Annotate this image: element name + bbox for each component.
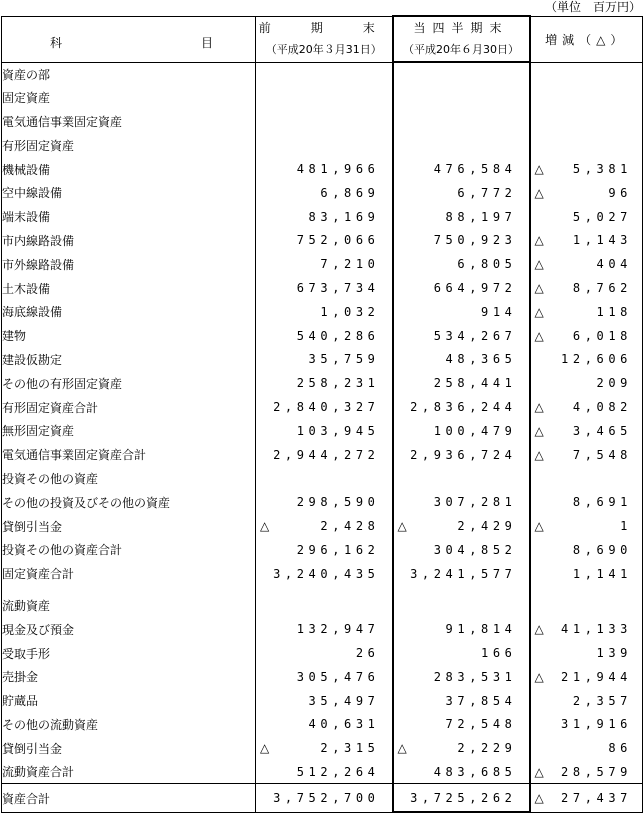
current-value-cell <box>393 760 530 784</box>
current-value: 283,531 <box>433 669 517 684</box>
table-row <box>2 641 643 665</box>
negative-mark: △ <box>534 622 544 637</box>
row-label: 固定資産 <box>2 86 256 110</box>
current-value: 91,814 <box>445 622 517 637</box>
current-value-cell <box>393 371 530 395</box>
current-value-cell <box>393 110 530 134</box>
table-row <box>2 617 643 641</box>
current-value-cell <box>393 229 530 253</box>
table-row <box>2 324 643 348</box>
table-row <box>2 395 643 419</box>
current-value: 6,805 <box>457 257 517 272</box>
prev-value: 40,631 <box>308 717 380 732</box>
row-label: その他の有形固定資産 <box>2 371 256 395</box>
difference-value-cell <box>530 490 643 514</box>
current-value-cell <box>393 419 530 443</box>
header-kamoku <box>2 16 256 62</box>
difference-value: 41,133 <box>561 622 632 637</box>
table-row <box>2 205 643 229</box>
difference-value-cell <box>530 300 643 324</box>
difference-value: 8,690 <box>572 542 632 557</box>
row-label: 資産の部 <box>2 62 256 86</box>
negative-mark: △ <box>534 328 544 343</box>
difference-value-cell <box>530 514 643 538</box>
prev-value-cell <box>256 348 393 372</box>
row-label: その他の投資及びその他の資産 <box>2 490 256 514</box>
negative-mark: △ <box>397 519 407 534</box>
current-value-cell <box>393 300 530 324</box>
difference-value-cell <box>530 181 643 205</box>
difference-value-cell <box>530 538 643 562</box>
difference-value-cell <box>530 110 643 134</box>
difference-value: 8,691 <box>572 495 632 510</box>
row-label: 固定資産合計 <box>2 562 256 586</box>
row-label: 流動資産合計 <box>2 760 256 784</box>
current-value-cell <box>393 348 530 372</box>
prev-value: 2,428 <box>320 519 380 534</box>
prev-value-cell <box>256 181 393 205</box>
table-header <box>2 16 643 62</box>
difference-value: 27,437 <box>561 791 632 806</box>
difference-value: 7,548 <box>572 447 632 462</box>
prev-value-cell <box>256 736 393 760</box>
difference-value-cell <box>530 784 643 813</box>
header-prev-title: 前 期 末 <box>258 21 389 35</box>
row-label: 投資その他の資産 <box>2 467 256 491</box>
difference-value: 3,465 <box>572 423 632 438</box>
current-value-cell <box>393 736 530 760</box>
table-row <box>2 300 643 324</box>
table-row <box>2 538 643 562</box>
prev-value-cell <box>256 562 393 586</box>
difference-value-cell <box>530 229 643 253</box>
difference-value-cell <box>530 133 643 157</box>
current-value-cell <box>393 689 530 713</box>
negative-mark: △ <box>534 185 544 200</box>
prev-value-cell <box>256 300 393 324</box>
difference-value: 31,916 <box>561 717 632 732</box>
current-value-cell <box>393 665 530 689</box>
header-current-quarter <box>393 16 530 62</box>
table-row <box>2 713 643 737</box>
table-row <box>2 348 643 372</box>
difference-value-cell <box>530 689 643 713</box>
difference-value: 5,381 <box>572 162 632 177</box>
difference-value-cell <box>530 736 643 760</box>
current-value: 483,685 <box>433 764 517 779</box>
header-cur-title: 当四半期末 <box>413 21 509 35</box>
difference-value-cell <box>530 419 643 443</box>
prev-value: 3,240,435 <box>273 566 380 581</box>
current-value: 6,772 <box>457 185 517 200</box>
current-value-cell <box>393 586 530 594</box>
prev-value: 540,286 <box>296 328 380 343</box>
header-kamoku-char2: 目 <box>200 35 213 50</box>
table-row <box>2 181 643 205</box>
header-cur-date: （平成20年６月30日） <box>403 43 519 56</box>
prev-value-cell <box>256 276 393 300</box>
row-label: 流動資産 <box>2 594 256 618</box>
negative-mark: △ <box>534 233 544 248</box>
prev-value-cell <box>256 538 393 562</box>
current-value: 2,429 <box>457 519 517 534</box>
current-value-cell <box>393 594 530 618</box>
current-value: 88,197 <box>445 209 517 224</box>
difference-value-cell <box>530 467 643 491</box>
current-value-cell <box>393 538 530 562</box>
balance-sheet-table <box>1 15 643 813</box>
prev-value-cell <box>256 252 393 276</box>
prev-value: 26 <box>355 646 380 661</box>
prev-value-cell <box>256 594 393 618</box>
row-label: 現金及び預金 <box>2 617 256 641</box>
table-row <box>2 229 643 253</box>
difference-value: 86 <box>608 741 632 756</box>
table-row <box>2 371 643 395</box>
current-value: 476,584 <box>433 162 517 177</box>
current-value: 72,548 <box>445 717 517 732</box>
row-label: 貸倒引当金 <box>2 736 256 760</box>
difference-value: 118 <box>596 304 632 319</box>
current-value: 914 <box>481 304 517 319</box>
current-value: 100,479 <box>433 423 517 438</box>
current-value-cell <box>393 490 530 514</box>
difference-value-cell <box>530 713 643 737</box>
table-row <box>2 467 643 491</box>
difference-value-cell <box>530 157 643 181</box>
prev-value: 673,734 <box>296 281 380 296</box>
row-label: 建物 <box>2 324 256 348</box>
current-value-cell <box>393 276 530 300</box>
row-label: 無形固定資産 <box>2 419 256 443</box>
difference-value-cell <box>530 205 643 229</box>
current-value: 304,852 <box>433 542 517 557</box>
unit-note: （単位 百万円） <box>544 0 641 14</box>
current-value: 3,725,262 <box>410 790 517 805</box>
prev-value-cell <box>256 133 393 157</box>
table-row <box>2 419 643 443</box>
current-value-cell <box>393 252 530 276</box>
difference-value: 1,141 <box>572 566 632 581</box>
current-value: 307,281 <box>433 495 517 510</box>
header-prev-date: （平成20年３月31日） <box>265 43 382 56</box>
table-row <box>2 562 643 586</box>
current-value: 534,267 <box>433 328 517 343</box>
current-value: 3,241,577 <box>410 566 517 581</box>
prev-value: 481,966 <box>296 162 380 177</box>
difference-value-cell <box>530 395 643 419</box>
negative-mark: △ <box>534 162 544 177</box>
current-value-cell <box>393 157 530 181</box>
difference-value: 5,027 <box>572 209 632 224</box>
table-row <box>2 110 643 134</box>
prev-value: 752,066 <box>296 233 380 248</box>
prev-value-cell <box>256 586 393 594</box>
row-label: 売掛金 <box>2 665 256 689</box>
difference-value-cell <box>530 276 643 300</box>
prev-value: 1,032 <box>320 304 380 319</box>
prev-value: 6,869 <box>320 185 380 200</box>
current-value-cell <box>393 467 530 491</box>
header-difference: 増減（△） <box>530 16 643 62</box>
prev-value-cell <box>256 467 393 491</box>
prev-value: 2,944,272 <box>273 447 380 462</box>
header-prev-period <box>256 16 393 62</box>
prev-value-cell <box>256 395 393 419</box>
difference-value: 28,579 <box>561 764 632 779</box>
current-value: 2,229 <box>457 741 517 756</box>
prev-value: 7,210 <box>320 257 380 272</box>
table-row <box>2 736 643 760</box>
prev-value-cell <box>256 62 393 86</box>
difference-value: 21,944 <box>561 669 632 684</box>
negative-mark: △ <box>534 764 544 779</box>
current-value: 664,972 <box>433 281 517 296</box>
difference-value-cell <box>530 641 643 665</box>
current-value-cell <box>393 514 530 538</box>
prev-value-cell <box>256 419 393 443</box>
current-value-cell <box>393 181 530 205</box>
row-label: 市内線路設備 <box>2 229 256 253</box>
prev-value-cell <box>256 665 393 689</box>
row-label: 土木設備 <box>2 276 256 300</box>
negative-mark: △ <box>260 519 270 534</box>
difference-value-cell <box>530 760 643 784</box>
row-label: 海底線設備 <box>2 300 256 324</box>
row-label: 有形固定資産 <box>2 133 256 157</box>
row-label: 機械設備 <box>2 157 256 181</box>
negative-mark: △ <box>534 669 544 684</box>
negative-mark: △ <box>534 400 544 415</box>
table-row <box>2 490 643 514</box>
prev-value: 296,162 <box>296 542 380 557</box>
row-label: 市外線路設備 <box>2 252 256 276</box>
negative-mark: △ <box>534 519 544 534</box>
prev-value: 512,264 <box>296 764 380 779</box>
prev-value-cell <box>256 229 393 253</box>
difference-value-cell <box>530 617 643 641</box>
prev-value-cell <box>256 443 393 467</box>
prev-value-cell <box>256 784 393 813</box>
header-kamoku-char1: 科 <box>50 35 63 50</box>
prev-value: 2,315 <box>320 741 380 756</box>
prev-value-cell <box>256 157 393 181</box>
difference-value-cell <box>530 665 643 689</box>
difference-value: 2,357 <box>572 693 632 708</box>
table-row <box>2 760 643 784</box>
current-value-cell <box>393 324 530 348</box>
row-label: 貸倒引当金 <box>2 514 256 538</box>
prev-value: 2,840,327 <box>273 400 380 415</box>
prev-value-cell <box>256 324 393 348</box>
prev-value-cell <box>256 371 393 395</box>
difference-value-cell <box>530 371 643 395</box>
prev-value-cell <box>256 760 393 784</box>
prev-value-cell <box>256 641 393 665</box>
current-value-cell <box>393 62 530 86</box>
negative-mark: △ <box>534 791 544 806</box>
current-value-cell <box>393 617 530 641</box>
difference-value: 1 <box>620 519 632 534</box>
difference-value-cell <box>530 594 643 618</box>
table-row <box>2 252 643 276</box>
current-value-cell <box>393 443 530 467</box>
row-label <box>2 586 256 594</box>
difference-value-cell <box>530 348 643 372</box>
prev-value: 35,759 <box>308 352 380 367</box>
row-label: 貯蔵品 <box>2 689 256 713</box>
difference-value: 4,082 <box>572 400 632 415</box>
table-row <box>2 665 643 689</box>
current-value: 2,836,244 <box>410 400 517 415</box>
table-row <box>2 157 643 181</box>
table-row <box>2 586 643 594</box>
difference-value-cell <box>530 586 643 594</box>
difference-value-cell <box>530 62 643 86</box>
current-value: 166 <box>481 646 517 661</box>
difference-value-cell <box>530 252 643 276</box>
prev-value: 103,945 <box>296 423 380 438</box>
row-label: その他の流動資産 <box>2 713 256 737</box>
current-value: 258,441 <box>433 376 517 391</box>
negative-mark: △ <box>534 281 544 296</box>
current-value-cell <box>393 713 530 737</box>
negative-mark: △ <box>534 257 544 272</box>
table-row <box>2 133 643 157</box>
row-label: 空中線設備 <box>2 181 256 205</box>
prev-value-cell <box>256 689 393 713</box>
row-label: 建設仮勘定 <box>2 348 256 372</box>
prev-value: 35,497 <box>308 693 380 708</box>
prev-value-cell <box>256 490 393 514</box>
difference-value: 12,606 <box>561 352 632 367</box>
current-value-cell <box>393 133 530 157</box>
table-row <box>2 514 643 538</box>
difference-value-cell <box>530 324 643 348</box>
negative-mark: △ <box>397 741 407 756</box>
difference-value-cell <box>530 562 643 586</box>
current-value-cell <box>393 86 530 110</box>
negative-mark: △ <box>534 447 544 462</box>
current-value-cell <box>393 562 530 586</box>
row-label: 受取手形 <box>2 641 256 665</box>
row-label: 投資その他の資産合計 <box>2 538 256 562</box>
prev-value: 305,476 <box>296 669 380 684</box>
prev-value-cell <box>256 514 393 538</box>
difference-value: 6,018 <box>572 328 632 343</box>
table-row <box>2 594 643 618</box>
prev-value-cell <box>256 713 393 737</box>
prev-value-cell <box>256 205 393 229</box>
difference-value: 1,143 <box>572 233 632 248</box>
current-value-cell <box>393 395 530 419</box>
negative-mark: △ <box>260 741 270 756</box>
row-label: 電気通信事業固定資産 <box>2 110 256 134</box>
difference-value: 96 <box>608 185 632 200</box>
prev-value-cell <box>256 110 393 134</box>
row-label: 電気通信事業固定資産合計 <box>2 443 256 467</box>
current-value-cell <box>393 205 530 229</box>
difference-value: 8,762 <box>572 281 632 296</box>
current-value: 37,854 <box>445 693 517 708</box>
difference-value-cell <box>530 443 643 467</box>
table-row <box>2 86 643 110</box>
row-label: 資産合計 <box>2 784 256 813</box>
table-row <box>2 62 643 86</box>
difference-value: 209 <box>596 376 632 391</box>
total-row <box>2 784 643 813</box>
current-value: 48,365 <box>445 352 517 367</box>
prev-value-cell <box>256 617 393 641</box>
prev-value: 298,590 <box>296 495 380 510</box>
difference-value-cell <box>530 86 643 110</box>
prev-value: 83,169 <box>308 209 380 224</box>
current-value-cell <box>393 784 530 813</box>
difference-value: 404 <box>596 257 632 272</box>
prev-value: 258,231 <box>296 376 380 391</box>
table-row <box>2 689 643 713</box>
difference-value: 139 <box>596 646 632 661</box>
current-value: 750,923 <box>433 233 517 248</box>
prev-value: 132,947 <box>296 622 380 637</box>
table-body <box>2 62 643 812</box>
negative-mark: △ <box>534 304 544 319</box>
negative-mark: △ <box>534 423 544 438</box>
row-label: 有形固定資産合計 <box>2 395 256 419</box>
row-label: 端末設備 <box>2 205 256 229</box>
table-row <box>2 276 643 300</box>
current-value-cell <box>393 641 530 665</box>
table-row <box>2 443 643 467</box>
prev-value: 3,752,700 <box>273 791 380 806</box>
current-value: 2,936,724 <box>410 447 517 462</box>
prev-value-cell <box>256 86 393 110</box>
